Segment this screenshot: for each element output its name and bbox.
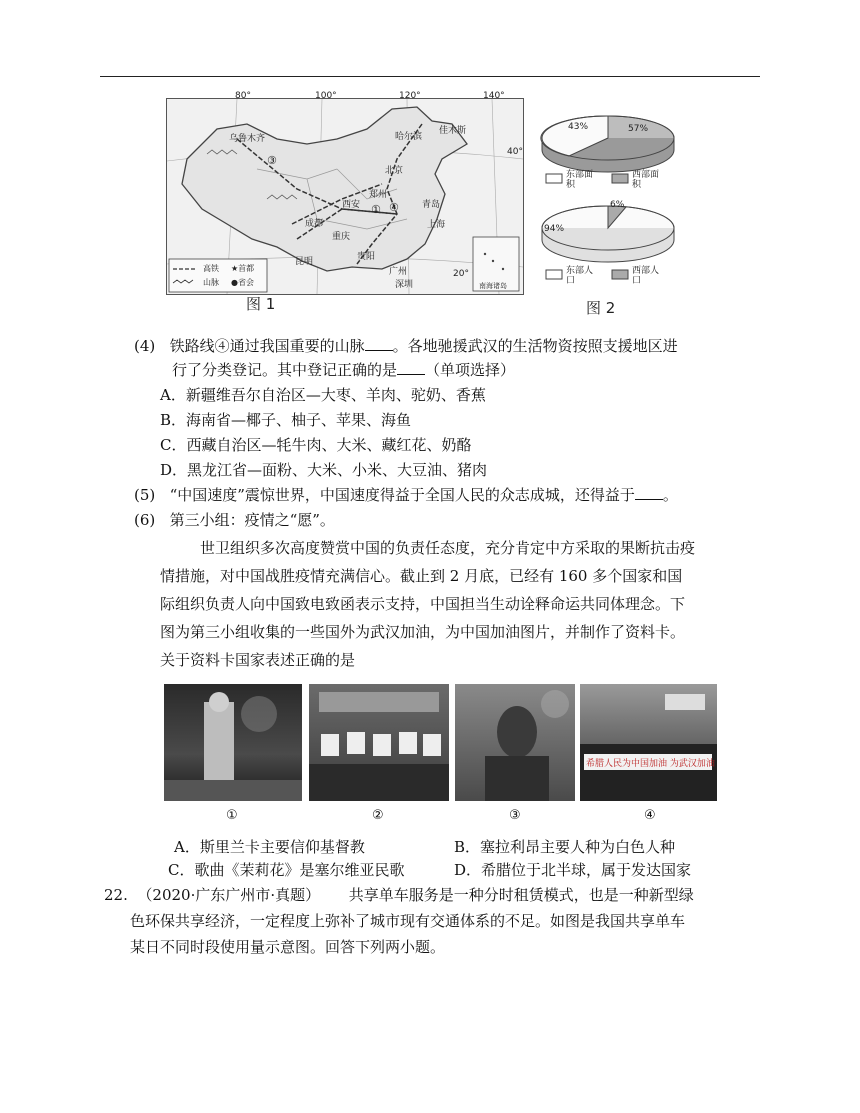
area-west-value: 57% [628, 124, 649, 134]
city-label: 昆明 [295, 257, 314, 267]
city-label: 哈尔滨 [395, 132, 423, 142]
route-marker: ④ [389, 201, 399, 214]
photo-label: ① [226, 808, 238, 823]
q6-option-c[interactable]: C．歌曲《茉莉花》是塞尔维亚民歌 [168, 861, 405, 879]
crowd-signs-illustration [309, 684, 449, 801]
q5-number: (5) [134, 486, 156, 504]
banner-illustration [580, 684, 717, 801]
q6-para-line: 世卫组织多次高度赞赏中国的负责任态度，充分肯定中方采取的果断抗击疫 [200, 539, 696, 557]
q5-text: “中国速度”震惊世界，中国速度得益于全国人民的众志成城，还得益于 [169, 486, 635, 504]
city-label: 重庆 [332, 232, 351, 242]
city-label: 成都 [305, 219, 324, 229]
q22-number: 22. [104, 886, 128, 904]
photo-label: ④ [644, 808, 656, 823]
photo-2-sierra-leone [309, 684, 449, 801]
q22-line1 [104, 884, 694, 906]
q4-option-d[interactable]: D．黑龙江省—面粉、大米、小米、大豆油、猪肉 [160, 461, 488, 479]
q6-para-line: 情措施，对中国战胜疫情充满信心。截止到 2 月底，已经有 160 多个国家和国 [160, 567, 683, 585]
pop-east-label: 东部人口 [566, 266, 594, 286]
lon-100: 100° [315, 91, 337, 101]
photo-1-sri-lanka [164, 684, 302, 801]
pop-east-value: 94% [544, 224, 565, 234]
q6-title: 第三小组：疫情之“愿”。 [169, 511, 335, 529]
q6-option-d[interactable]: D．希腊位于北半球，属于发达国家 [454, 861, 692, 879]
q22-line2: 色环保共享经济，一定程度上弥补了城市现有交通体系的不足。如图是我国共享单车 [130, 912, 686, 930]
q4-option-b[interactable]: B．海南省—椰子、柚子、苹果、海鱼 [160, 411, 412, 429]
q5-line [134, 484, 678, 506]
legend-rail: 高铁 [203, 264, 219, 273]
figure1-caption: 图 1 [246, 295, 276, 313]
q6-para-line: 关于资料卡国家表述正确的是 [160, 651, 356, 669]
singer-illustration [455, 684, 575, 801]
q6-para-line: 际组织负责人向中国致电致函表示支持，中国担当生动诠释命运共同体理念。下 [160, 595, 686, 613]
legend-mountain: 山脉 [203, 278, 219, 287]
city-label: 西安 [342, 200, 361, 210]
q4-option-a[interactable]: A．新疆维吾尔自治区—大枣、羊肉、驼奶、香蕉 [160, 386, 486, 404]
city-label: 青岛 [422, 200, 441, 210]
city-label: 上海 [427, 220, 446, 230]
city-label: 北京 [385, 166, 404, 176]
photo-label: ② [372, 808, 384, 823]
inset-label: 南海诸岛 [479, 282, 507, 290]
photo-3-serbia [455, 684, 575, 801]
route-marker: ③ [267, 154, 277, 167]
q6-para-line: 图为第三小组收集的一些国外为武汉加油，为中国加油图片，并制作了资料卡。 [160, 623, 686, 641]
q4-number: (4) [134, 337, 156, 355]
city-label: 深圳 [395, 280, 414, 290]
area-east-value: 43% [568, 122, 589, 132]
q5-blank[interactable] [635, 485, 663, 500]
q6-number: (6) [134, 511, 156, 529]
lat-40: 40° [507, 147, 523, 157]
q4-text: 行了分类登记。其中登记正确的是 [172, 361, 398, 379]
q22-source: （2020·广东广州市·真题） [137, 886, 321, 904]
q4-option-c[interactable]: C．西藏自治区—牦牛肉、大米、藏红花、奶酪 [160, 436, 472, 454]
city-label: 乌鲁木齐 [229, 134, 266, 144]
q6-option-a[interactable]: A．斯里兰卡主要信仰基督教 [174, 838, 365, 856]
city-label: 郑州 [369, 190, 388, 200]
q6-option-b[interactable]: B．塞拉利昂主要人种为白色人种 [454, 838, 676, 856]
pop-west-label: 西部人口 [632, 266, 660, 286]
q6-line [134, 509, 335, 531]
area-west-label: 西部面积 [632, 170, 660, 190]
lon-120: 120° [399, 91, 421, 101]
q4-text: 铁路线④通过我国重要的山脉 [169, 337, 365, 355]
q22-text: 共享单车服务是一种分时租赁模式，也是一种新型绿 [348, 886, 694, 904]
city-label: 广州 [389, 267, 408, 277]
route-marker: ① [371, 203, 381, 216]
pop-west-value: 6% [610, 200, 625, 210]
city-label: 佳木斯 [439, 126, 467, 136]
q4-text: （单项选择） [425, 361, 516, 379]
city-label: 贵阳 [357, 252, 376, 262]
figure2-caption: 图 2 [586, 299, 616, 317]
q4-blank-2[interactable] [397, 360, 425, 375]
photo-label: ③ [509, 808, 521, 823]
q22-line3: 某日不同时段使用量示意图。回答下列两小题。 [130, 938, 446, 956]
area-east-label: 东部面积 [566, 170, 594, 190]
lat-20: 20° [453, 269, 469, 279]
lon-140: 140° [483, 91, 505, 101]
photo-4-greece [580, 684, 717, 801]
q5-text: 。 [662, 486, 678, 504]
q4-line1 [134, 335, 678, 357]
banner-text: 希腊人民为中国加油 为武汉加油 [586, 759, 715, 769]
statue-illustration [164, 684, 302, 801]
legend-capital: ★首都 [231, 264, 255, 273]
lon-80: 80° [235, 91, 251, 101]
q4-line2 [172, 359, 515, 381]
q4-text: 。各地驰援武汉的生活物资按照支援地区进 [392, 337, 678, 355]
q4-blank-1[interactable] [365, 336, 393, 351]
legend-provincial: ●省会 [231, 278, 254, 287]
